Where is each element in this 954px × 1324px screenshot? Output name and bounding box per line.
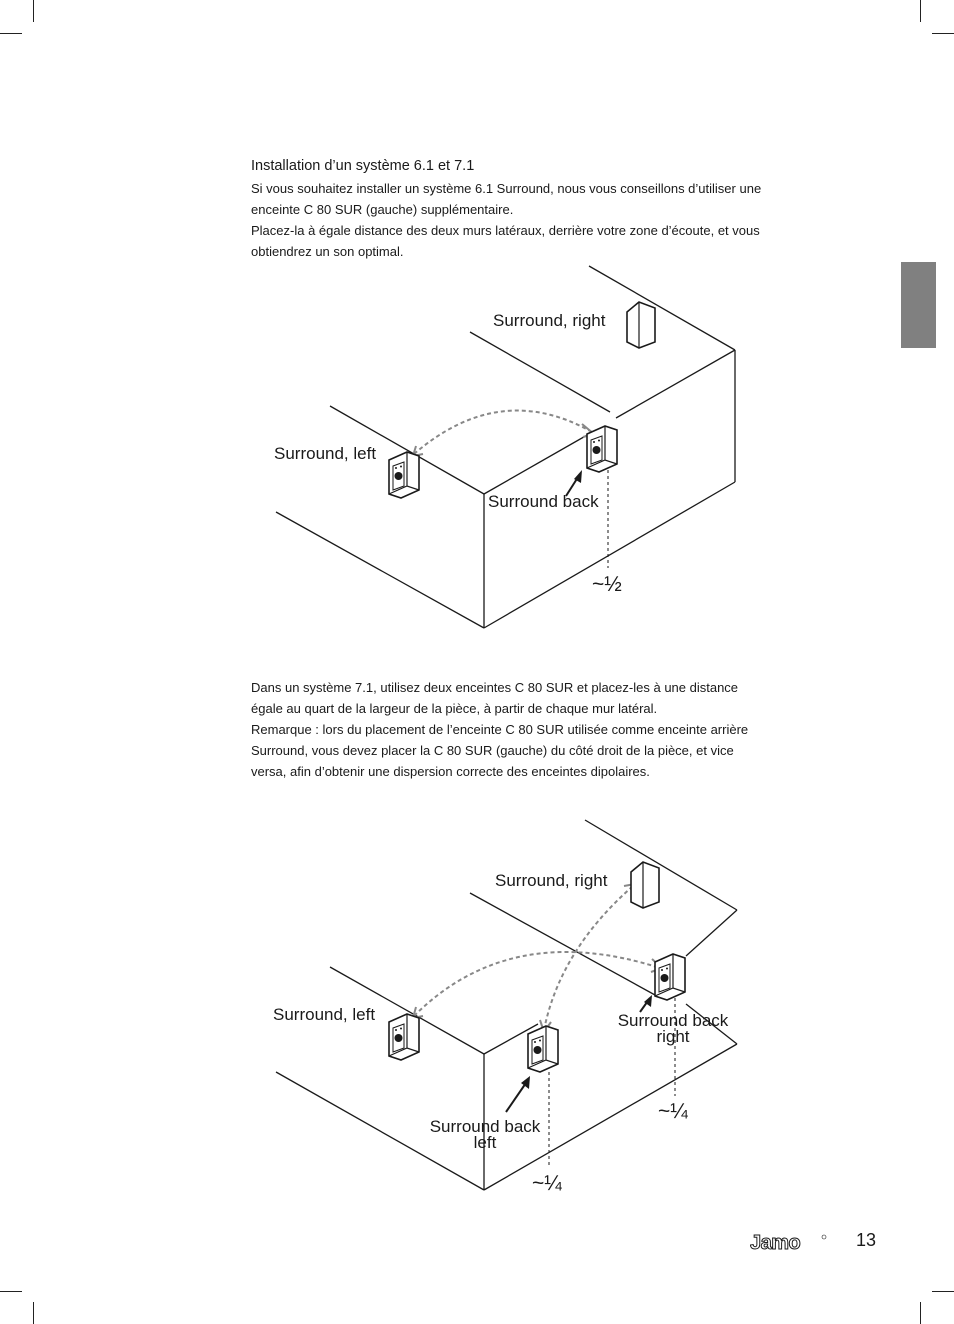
speaker-surround-back-icon (587, 426, 617, 472)
label-surround-left: Surround, left (274, 444, 377, 463)
section-title: Installation d’un système 6.1 et 7.1 (251, 158, 475, 174)
diagram-71 (273, 820, 737, 1195)
paragraph: Placez-la à égale distance des deux murs latéraux, derrière votre zone d’écoute, et vous obtiendrez un son optimal. (251, 223, 760, 259)
paragraph: Dans un système 7.1, utilisez deux enceintes C 80 SUR et placez-les à une distance égale au quart de la largeur de la pièce, à partir de chaque mur latéral. (251, 680, 739, 716)
diagram-61 (274, 266, 735, 628)
label-surround-right: Surround, right (495, 871, 608, 890)
paragraph: Remarque : lors du placement de l’enceinte C 80 SUR utilisée comme enceinte arrière Surround, vous devez placer la C 80 SUR (gauche) du côté droit de la pièce, et vice versa, afin d’obtenir une dispersion correcte des enceintes dipolaires. (251, 722, 749, 779)
speaker-surround-right-icon (631, 862, 659, 908)
page-number: 13 (856, 1230, 877, 1250)
speaker-surround-left-icon (389, 1014, 419, 1060)
label-quarter-right: ~¼ (658, 1100, 688, 1123)
label-surround-right: Surround, right (493, 311, 606, 330)
jamo-logo (750, 1232, 830, 1254)
speaker-surround-right-icon (627, 302, 655, 348)
label-quarter-left: ~¼ (532, 1172, 562, 1195)
label-surround-left: Surround, left (273, 1005, 376, 1024)
label-surround-back-left-2: left (473, 1133, 497, 1152)
label-surround-back-left: Surround back (429, 1117, 541, 1136)
paragraph: Si vous souhaitez installer un système 6.1 Surround, nous vous conseillons d’utiliser une enceinte C 80 SUR (gauche) supplémentaire. (251, 181, 762, 217)
label-surround-back: Surround back (488, 492, 599, 511)
speaker-surround-back-left-icon (528, 1026, 558, 1072)
label-surround-back-right: Surround back (617, 1011, 729, 1030)
logo-text: Jamo (750, 1232, 801, 1254)
label-surround-back-right-2: right (656, 1027, 690, 1046)
speaker-surround-left-icon (389, 452, 419, 498)
label-half-distance: ~½ (592, 573, 622, 596)
speaker-surround-back-right-icon (655, 954, 685, 1000)
